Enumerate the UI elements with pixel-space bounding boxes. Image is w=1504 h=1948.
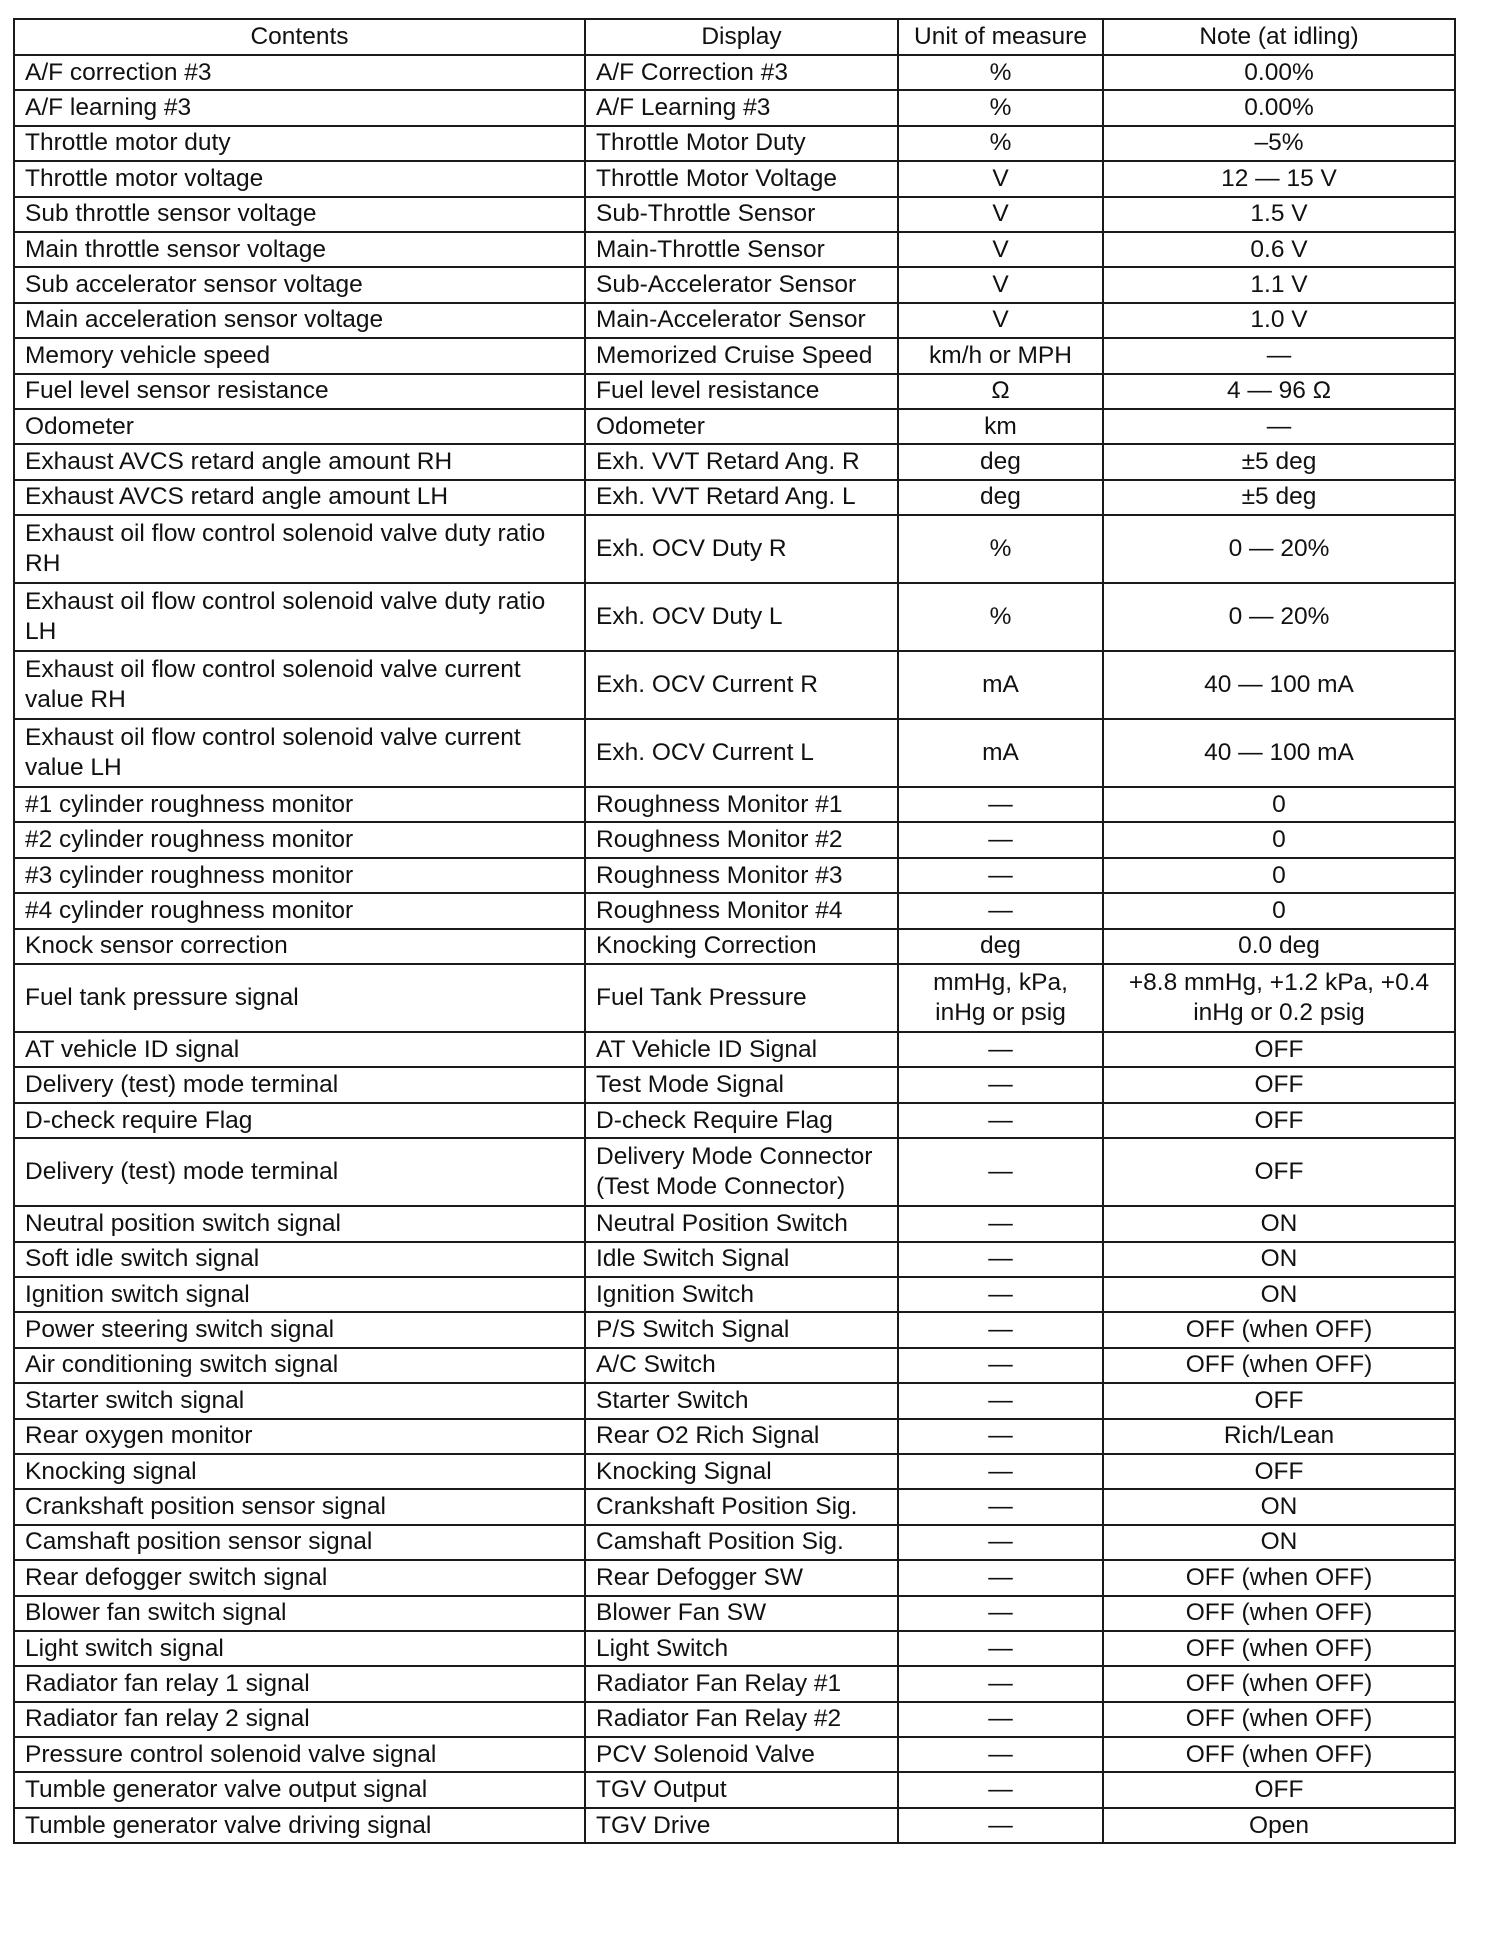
table-row — [14, 1206, 1455, 1241]
cell-contents: Sub accelerator sensor voltage — [14, 267, 585, 302]
cell-contents: #2 cylinder roughness monitor — [14, 822, 585, 857]
cell-contents: Delivery (test) mode terminal — [14, 1067, 585, 1102]
cell-display: Light Switch — [585, 1631, 898, 1666]
cell-unit: — — [898, 1032, 1103, 1067]
cell-note: OFF — [1103, 1067, 1455, 1102]
cell-display: Roughness Monitor #3 — [585, 858, 898, 893]
table-row — [14, 1032, 1455, 1067]
table-row — [14, 858, 1455, 893]
cell-display: Knocking Correction — [585, 929, 898, 964]
cell-display: Odometer — [585, 409, 898, 444]
cell-note: OFF (when OFF) — [1103, 1596, 1455, 1631]
cell-display: A/F Learning #3 — [585, 90, 898, 125]
cell-contents: Exhaust AVCS retard angle amount RH — [14, 444, 585, 479]
cell-contents: Tumble generator valve output signal — [14, 1772, 585, 1807]
cell-note: OFF — [1103, 1032, 1455, 1067]
cell-unit: — — [898, 1525, 1103, 1560]
cell-contents: Throttle motor duty — [14, 126, 585, 161]
cell-display: Exh. OCV Current L — [585, 719, 898, 787]
cell-contents: Fuel tank pressure signal — [14, 964, 585, 1032]
cell-unit: — — [898, 1702, 1103, 1737]
cell-contents: Rear defogger switch signal — [14, 1560, 585, 1595]
cell-note: 0.6 V — [1103, 232, 1455, 267]
cell-unit: — — [898, 1103, 1103, 1138]
table-body — [14, 55, 1455, 1843]
cell-note: –5% — [1103, 126, 1455, 161]
cell-contents: Exhaust oil flow control solenoid valve duty ratio LH — [14, 583, 585, 651]
cell-note: ±5 deg — [1103, 444, 1455, 479]
table-row — [14, 1312, 1455, 1347]
table-row — [14, 893, 1455, 928]
cell-unit: deg — [898, 444, 1103, 479]
cell-note: 40 — 100 mA — [1103, 719, 1455, 787]
cell-note: — — [1103, 409, 1455, 444]
cell-contents: Pressure control solenoid valve signal — [14, 1737, 585, 1772]
cell-unit: % — [898, 126, 1103, 161]
cell-contents: Blower fan switch signal — [14, 1596, 585, 1631]
table-row — [14, 161, 1455, 196]
cell-note: Open — [1103, 1808, 1455, 1843]
table-row — [14, 1631, 1455, 1666]
cell-note: OFF — [1103, 1138, 1455, 1206]
cell-display: Camshaft Position Sig. — [585, 1525, 898, 1560]
table-row — [14, 719, 1455, 787]
cell-unit: Ω — [898, 374, 1103, 409]
cell-display: Blower Fan SW — [585, 1596, 898, 1631]
table-row — [14, 1772, 1455, 1807]
cell-note: ±5 deg — [1103, 480, 1455, 515]
table-row — [14, 515, 1455, 583]
cell-contents: Exhaust AVCS retard angle amount LH — [14, 480, 585, 515]
cell-contents: Radiator fan relay 2 signal — [14, 1702, 585, 1737]
cell-contents: Starter switch signal — [14, 1383, 585, 1418]
cell-unit: % — [898, 90, 1103, 125]
cell-contents: Main acceleration sensor voltage — [14, 303, 585, 338]
table-row — [14, 267, 1455, 302]
cell-unit: — — [898, 858, 1103, 893]
cell-unit: V — [898, 232, 1103, 267]
table-row — [14, 1103, 1455, 1138]
cell-note: 4 — 96 Ω — [1103, 374, 1455, 409]
cell-note: OFF — [1103, 1103, 1455, 1138]
cell-display: Roughness Monitor #4 — [585, 893, 898, 928]
table-row — [14, 1138, 1455, 1206]
cell-unit: — — [898, 1348, 1103, 1383]
cell-unit: — — [898, 1419, 1103, 1454]
cell-contents: Camshaft position sensor signal — [14, 1525, 585, 1560]
table-row — [14, 929, 1455, 964]
cell-note: OFF (when OFF) — [1103, 1737, 1455, 1772]
cell-note: — — [1103, 338, 1455, 373]
table-row — [14, 1702, 1455, 1737]
cell-contents: Exhaust oil flow control solenoid valve duty ratio RH — [14, 515, 585, 583]
cell-note: OFF (when OFF) — [1103, 1702, 1455, 1737]
cell-display: Rear Defogger SW — [585, 1560, 898, 1595]
table-row — [14, 338, 1455, 373]
cell-contents: #1 cylinder roughness monitor — [14, 787, 585, 822]
cell-note: ON — [1103, 1242, 1455, 1277]
cell-unit: — — [898, 1242, 1103, 1277]
cell-unit: — — [898, 1772, 1103, 1807]
cell-display: Starter Switch — [585, 1383, 898, 1418]
cell-display: Roughness Monitor #2 — [585, 822, 898, 857]
table-row — [14, 1560, 1455, 1595]
cell-note: ON — [1103, 1277, 1455, 1312]
header-row — [14, 19, 1455, 55]
cell-note: OFF (when OFF) — [1103, 1560, 1455, 1595]
cell-contents: D-check require Flag — [14, 1103, 585, 1138]
cell-unit: mmHg, kPa, inHg or psig — [898, 964, 1103, 1032]
cell-contents: Radiator fan relay 1 signal — [14, 1666, 585, 1701]
cell-display: Fuel level resistance — [585, 374, 898, 409]
cell-display: Neutral Position Switch — [585, 1206, 898, 1241]
cell-contents: Main throttle sensor voltage — [14, 232, 585, 267]
cell-contents: A/F correction #3 — [14, 55, 585, 90]
cell-unit: V — [898, 303, 1103, 338]
table-row — [14, 651, 1455, 719]
table-row — [14, 480, 1455, 515]
cell-contents: Neutral position switch signal — [14, 1206, 585, 1241]
cell-unit: — — [898, 1560, 1103, 1595]
cell-note: OFF (when OFF) — [1103, 1348, 1455, 1383]
table-row — [14, 1525, 1455, 1560]
cell-unit: km/h or MPH — [898, 338, 1103, 373]
cell-display: Roughness Monitor #1 — [585, 787, 898, 822]
cell-display: Memorized Cruise Speed — [585, 338, 898, 373]
cell-contents: Air conditioning switch signal — [14, 1348, 585, 1383]
cell-display: Fuel Tank Pressure — [585, 964, 898, 1032]
cell-contents: Power steering switch signal — [14, 1312, 585, 1347]
table-row — [14, 444, 1455, 479]
cell-unit: V — [898, 267, 1103, 302]
cell-unit: — — [898, 1454, 1103, 1489]
cell-contents: Ignition switch signal — [14, 1277, 585, 1312]
table-row — [14, 374, 1455, 409]
cell-contents: Odometer — [14, 409, 585, 444]
cell-unit: — — [898, 1383, 1103, 1418]
table-row — [14, 55, 1455, 90]
cell-unit: % — [898, 515, 1103, 583]
table-row — [14, 409, 1455, 444]
cell-note: 12 — 15 V — [1103, 161, 1455, 196]
cell-display: Sub-Throttle Sensor — [585, 197, 898, 232]
table-row — [14, 1348, 1455, 1383]
cell-contents: Throttle motor voltage — [14, 161, 585, 196]
cell-contents: Rear oxygen monitor — [14, 1419, 585, 1454]
cell-display: Idle Switch Signal — [585, 1242, 898, 1277]
cell-unit: deg — [898, 480, 1103, 515]
cell-note: 40 — 100 mA — [1103, 651, 1455, 719]
table-row — [14, 1454, 1455, 1489]
cell-unit: — — [898, 893, 1103, 928]
cell-contents: Exhaust oil flow control solenoid valve current value RH — [14, 651, 585, 719]
cell-note: OFF — [1103, 1772, 1455, 1807]
header-unit-of-measure: Unit of measure — [898, 19, 1103, 55]
table-row — [14, 90, 1455, 125]
cell-unit: % — [898, 583, 1103, 651]
cell-display: Radiator Fan Relay #1 — [585, 1666, 898, 1701]
cell-note: 0 — [1103, 893, 1455, 928]
cell-display: Rear O2 Rich Signal — [585, 1419, 898, 1454]
cell-display: A/F Correction #3 — [585, 55, 898, 90]
cell-note: ON — [1103, 1525, 1455, 1560]
cell-display: Exh. VVT Retard Ang. L — [585, 480, 898, 515]
cell-unit: mA — [898, 651, 1103, 719]
cell-display: Exh. OCV Current R — [585, 651, 898, 719]
cell-contents: Crankshaft position sensor signal — [14, 1489, 585, 1524]
cell-display: P/S Switch Signal — [585, 1312, 898, 1347]
cell-display: Sub-Accelerator Sensor — [585, 267, 898, 302]
cell-contents: #4 cylinder roughness monitor — [14, 893, 585, 928]
cell-note: 0.00% — [1103, 55, 1455, 90]
cell-contents: A/F learning #3 — [14, 90, 585, 125]
cell-note: 0.00% — [1103, 90, 1455, 125]
table-row — [14, 1383, 1455, 1418]
cell-note: OFF (when OFF) — [1103, 1631, 1455, 1666]
cell-note: 0 — 20% — [1103, 515, 1455, 583]
table-row — [14, 787, 1455, 822]
monitor-data-table-container — [13, 18, 1454, 1844]
cell-note: 0 — [1103, 822, 1455, 857]
cell-display: Knocking Signal — [585, 1454, 898, 1489]
cell-unit: — — [898, 1489, 1103, 1524]
cell-unit: % — [898, 55, 1103, 90]
header-note-at-idling: Note (at idling) — [1103, 19, 1455, 55]
cell-contents: Soft idle switch signal — [14, 1242, 585, 1277]
cell-contents: Memory vehicle speed — [14, 338, 585, 373]
cell-display: Main-Throttle Sensor — [585, 232, 898, 267]
cell-unit: — — [898, 822, 1103, 857]
cell-unit: — — [898, 1808, 1103, 1843]
cell-display: TGV Drive — [585, 1808, 898, 1843]
cell-unit: — — [898, 1631, 1103, 1666]
cell-display: Exh. OCV Duty L — [585, 583, 898, 651]
table-row — [14, 964, 1455, 1032]
cell-unit: — — [898, 1737, 1103, 1772]
table-row — [14, 1737, 1455, 1772]
cell-display: Test Mode Signal — [585, 1067, 898, 1102]
cell-note: OFF — [1103, 1454, 1455, 1489]
cell-contents: Fuel level sensor resistance — [14, 374, 585, 409]
cell-unit: — — [898, 1206, 1103, 1241]
cell-unit: V — [898, 197, 1103, 232]
monitor-data-table — [13, 18, 1456, 1844]
table-row — [14, 1277, 1455, 1312]
cell-unit: deg — [898, 929, 1103, 964]
cell-display: Radiator Fan Relay #2 — [585, 1702, 898, 1737]
cell-note: 0.0 deg — [1103, 929, 1455, 964]
cell-display: Throttle Motor Voltage — [585, 161, 898, 196]
cell-display: Main-Accelerator Sensor — [585, 303, 898, 338]
cell-contents: Exhaust oil flow control solenoid valve current value LH — [14, 719, 585, 787]
cell-note: 0 — 20% — [1103, 583, 1455, 651]
table-row — [14, 583, 1455, 651]
cell-unit: — — [898, 1277, 1103, 1312]
cell-unit: km — [898, 409, 1103, 444]
cell-unit: — — [898, 1067, 1103, 1102]
cell-display: Exh. VVT Retard Ang. R — [585, 444, 898, 479]
cell-display: Delivery Mode Connector (Test Mode Connector) — [585, 1138, 898, 1206]
table-row — [14, 197, 1455, 232]
cell-display: Ignition Switch — [585, 1277, 898, 1312]
table-row — [14, 1489, 1455, 1524]
table-row — [14, 232, 1455, 267]
table-row — [14, 1808, 1455, 1843]
table-row — [14, 1596, 1455, 1631]
cell-unit: — — [898, 1312, 1103, 1347]
cell-display: D-check Require Flag — [585, 1103, 898, 1138]
cell-note: 0 — [1103, 858, 1455, 893]
cell-display: TGV Output — [585, 1772, 898, 1807]
cell-note: ON — [1103, 1206, 1455, 1241]
table-row — [14, 1067, 1455, 1102]
cell-display: Throttle Motor Duty — [585, 126, 898, 161]
table-row — [14, 126, 1455, 161]
cell-note: 1.0 V — [1103, 303, 1455, 338]
table-row — [14, 303, 1455, 338]
cell-display: Exh. OCV Duty R — [585, 515, 898, 583]
cell-contents: Delivery (test) mode terminal — [14, 1138, 585, 1206]
cell-display: A/C Switch — [585, 1348, 898, 1383]
cell-display: PCV Solenoid Valve — [585, 1737, 898, 1772]
table-header — [14, 19, 1455, 55]
header-contents: Contents — [14, 19, 585, 55]
table-row — [14, 1419, 1455, 1454]
cell-contents: Knocking signal — [14, 1454, 585, 1489]
cell-note: OFF — [1103, 1383, 1455, 1418]
cell-unit: — — [898, 1666, 1103, 1701]
cell-contents: AT vehicle ID signal — [14, 1032, 585, 1067]
cell-contents: Sub throttle sensor voltage — [14, 197, 585, 232]
cell-display: AT Vehicle ID Signal — [585, 1032, 898, 1067]
cell-note: Rich/Lean — [1103, 1419, 1455, 1454]
cell-unit: — — [898, 1596, 1103, 1631]
cell-contents: Tumble generator valve driving signal — [14, 1808, 585, 1843]
table-row — [14, 822, 1455, 857]
cell-unit: — — [898, 1138, 1103, 1206]
cell-note: OFF (when OFF) — [1103, 1666, 1455, 1701]
cell-display: Crankshaft Position Sig. — [585, 1489, 898, 1524]
cell-note: 0 — [1103, 787, 1455, 822]
cell-contents: #3 cylinder roughness monitor — [14, 858, 585, 893]
cell-unit: mA — [898, 719, 1103, 787]
table-row — [14, 1242, 1455, 1277]
cell-note: 1.1 V — [1103, 267, 1455, 302]
cell-unit: — — [898, 787, 1103, 822]
cell-unit: V — [898, 161, 1103, 196]
cell-contents: Light switch signal — [14, 1631, 585, 1666]
cell-note: 1.5 V — [1103, 197, 1455, 232]
cell-contents: Knock sensor correction — [14, 929, 585, 964]
cell-note: ON — [1103, 1489, 1455, 1524]
table-row — [14, 1666, 1455, 1701]
header-display: Display — [585, 19, 898, 55]
cell-note: OFF (when OFF) — [1103, 1312, 1455, 1347]
cell-note: +8.8 mmHg, +1.2 kPa, +0.4 inHg or 0.2 psig — [1103, 964, 1455, 1032]
